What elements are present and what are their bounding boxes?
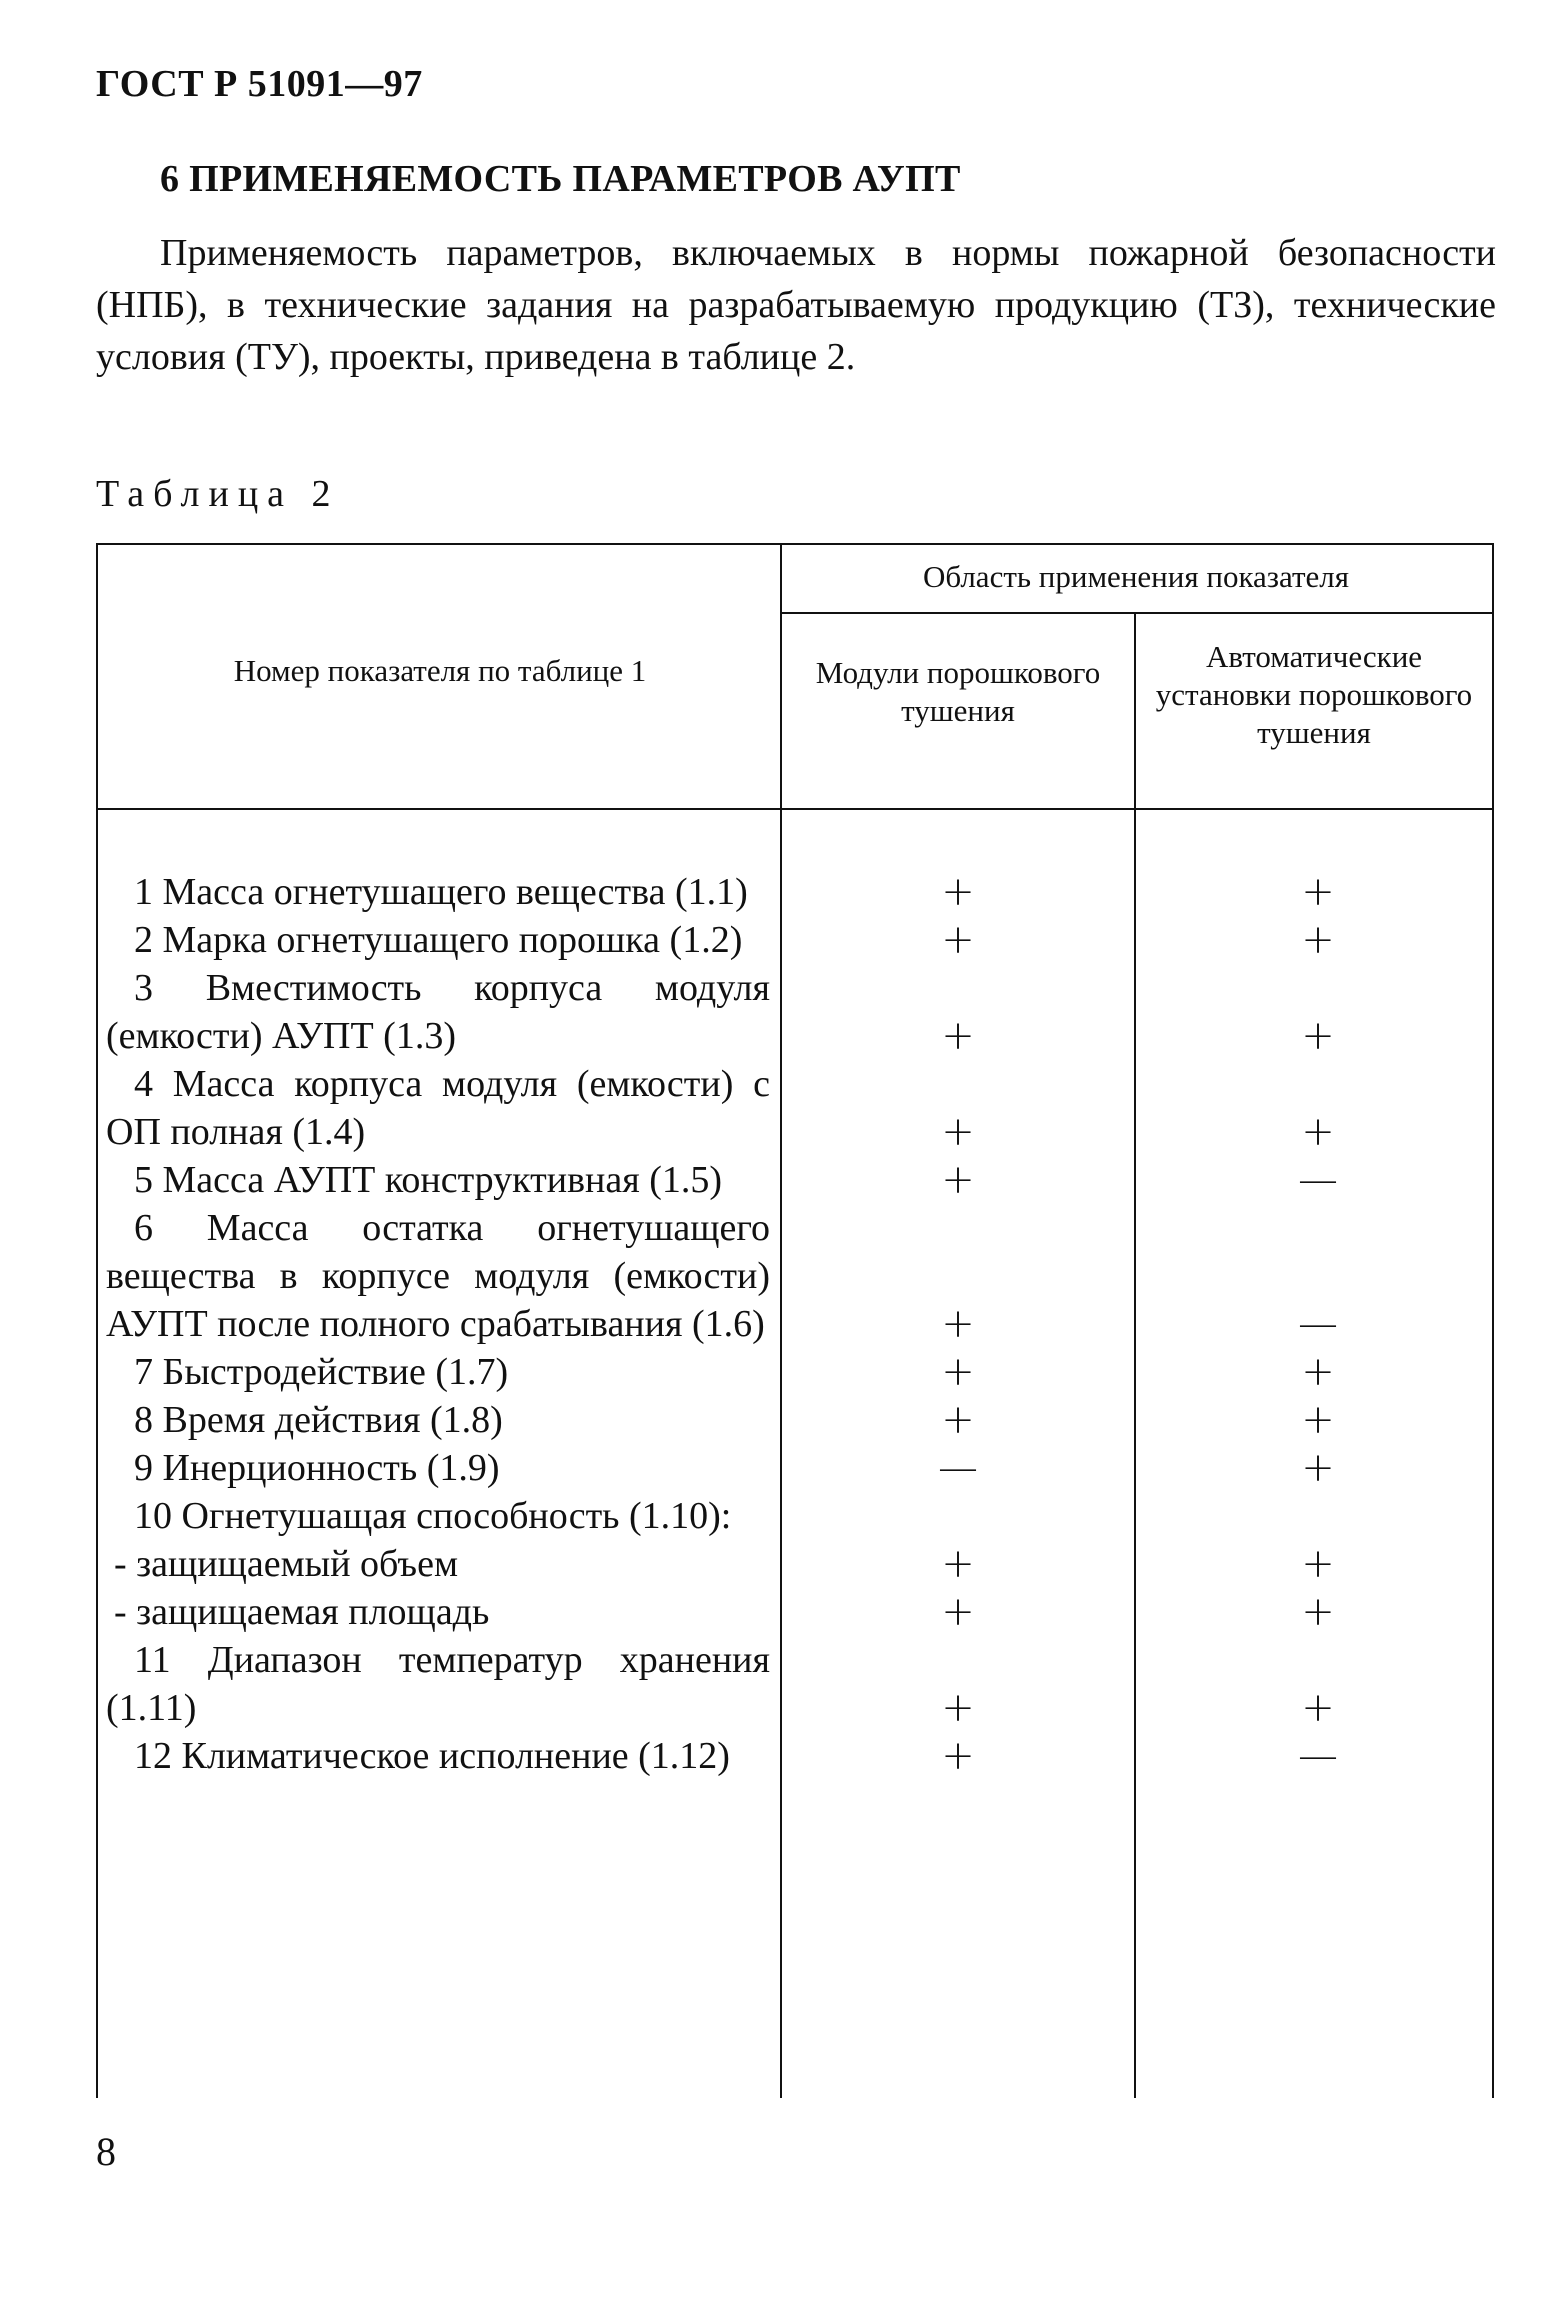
standard-code: ГОСТ Р 51091—97 (96, 63, 423, 105)
row-indicator: 2 Марка огнетушащего порошка (1.2) (134, 919, 743, 961)
row-auto-mark: — (1298, 1301, 1338, 1347)
row-indicator: 8 Время действия (1.8) (134, 1399, 503, 1441)
row-auto-mark: — (1298, 1733, 1338, 1779)
row-auto-mark: + (1301, 1013, 1335, 1059)
table-body (98, 868, 1494, 1780)
row-modules-mark: + (941, 1733, 975, 1779)
table-row (98, 1060, 1494, 1156)
row-modules-mark: + (941, 869, 975, 915)
table-row (98, 1444, 1494, 1492)
row-modules-mark: + (941, 1013, 975, 1059)
intro-paragraph: Применяемость параметров, включаемых в нормы пожарной безопасности (НПБ), в технические задания на разрабатываемую продукцию (ТЗ), технические условия (ТУ), проекты, приведена в таблице 2. (96, 232, 1496, 378)
header-modules: Модули порошкового тушения (815, 655, 1101, 728)
header-indicator: Номер показателя по таблице 1 (233, 653, 647, 688)
row-modules-mark: + (941, 1541, 975, 1587)
table-row (98, 1588, 1494, 1636)
row-indicator: 1 Масса огнетушащего вещества (1.1) (134, 871, 748, 913)
row-indicator: 3 Вместимость корпуса модуля (емкости) АУПТ (1.3) (106, 967, 770, 1057)
row-auto-mark: + (1301, 1541, 1335, 1587)
row-auto-mark: + (1301, 917, 1335, 963)
row-modules-mark: + (941, 1397, 975, 1443)
row-modules-mark: + (941, 1589, 975, 1635)
table-row (98, 1492, 1494, 1540)
section-title: 6 ПРИМЕНЯЕМОСТЬ ПАРАМЕТРОВ АУПТ (160, 158, 961, 200)
row-modules-mark: + (941, 1301, 975, 1347)
row-indicator: 9 Инерционность (1.9) (134, 1447, 500, 1489)
page-number: 8 (96, 2129, 116, 2174)
row-modules-mark: + (941, 1349, 975, 1395)
header-bottom-border (96, 808, 1494, 810)
table-row (98, 1156, 1494, 1204)
row-modules-mark: + (941, 1109, 975, 1155)
header-split-line (780, 612, 1494, 614)
row-indicator: 6 Масса остатка огнетушащего вещества в корпусе модуля (емкости) АУПТ после полного срабатывания (1.6) (106, 1207, 770, 1345)
row-indicator: 5 Масса АУПТ конструктивная (1.5) (134, 1159, 723, 1201)
table-row (98, 1396, 1494, 1444)
row-auto-mark: + (1301, 1445, 1335, 1491)
row-indicator: - защищаемый объем (114, 1543, 458, 1585)
table-row (98, 1348, 1494, 1396)
row-auto-mark: + (1301, 1349, 1335, 1395)
row-indicator: - защищаемая площадь (114, 1591, 490, 1633)
row-indicator: 7 Быстродействие (1.7) (134, 1351, 509, 1393)
row-modules-mark: — (938, 1445, 978, 1491)
row-auto-mark: + (1301, 1109, 1335, 1155)
table-top-border (96, 543, 1494, 545)
row-auto-mark: — (1298, 1157, 1338, 1203)
row-modules-mark: + (941, 917, 975, 963)
row-auto-mark: + (1301, 1397, 1335, 1443)
table-row (98, 1732, 1494, 1780)
row-modules-mark: + (941, 1157, 975, 1203)
table-row (98, 1636, 1494, 1732)
table-caption: Таблица 2 (96, 473, 340, 515)
row-indicator: 12 Климатическое исполнение (1.12) (134, 1735, 730, 1777)
row-indicator: 10 Огнетушащая способность (1.10): (134, 1495, 732, 1537)
row-indicator: 4 Масса корпуса модуля (емкости) с ОП полная (1.4) (106, 1063, 770, 1153)
table-row (98, 1204, 1494, 1348)
table-row (98, 868, 1494, 916)
table-row (98, 1540, 1494, 1588)
table-row (98, 916, 1494, 964)
table-row (98, 964, 1494, 1060)
row-auto-mark: + (1301, 1589, 1335, 1635)
row-auto-mark: + (1301, 869, 1335, 915)
row-indicator: 11 Диапазон температур хранения (1.11) (106, 1639, 770, 1729)
header-auto: Автоматические установки порошкового тушения (1155, 639, 1473, 750)
header-area: Область применения показателя (922, 559, 1350, 594)
row-modules-mark: + (941, 1685, 975, 1731)
row-auto-mark: + (1301, 1685, 1335, 1731)
